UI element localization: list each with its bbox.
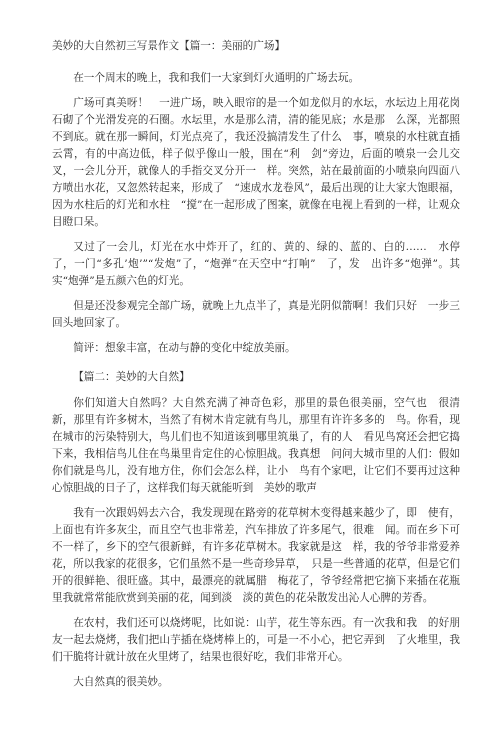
section-heading: 【篇二：美妙的大自然】 xyxy=(73,371,190,383)
paragraph: 在一个周末的晚上，我和我们一大家到灯火通明的广场去玩。 xyxy=(73,72,360,84)
paragraph: 我有一次跟妈妈去六合，我发现现在路旁的花草树木变得越来越少了，即 使有，上面也有许多灰尘，而且空气也非常差，汽车排放了许多尾气，很难 闻。而在乡下可不一样了，乡下的空气很新鲜，有许多花草树木。我家就是这 样，我的爷爷非常爱养花，所以我家的花很多，它们虽然不是一些奇珍异草， 只是一些普通的花草，但是它们开的很鲜艳、很旺盛。其中，最漂亮的就属腊 梅花了，爷爷经常把它摘下来插在花瓶里我就常常能欣赏到美丽的花，闻到淡 淡的黄色的花朵散发出沁人心脾的芳香。 xyxy=(52,507,460,604)
closing-paragraph: 大自然真的很美妙。 xyxy=(73,676,169,688)
paragraph: 广场可真美呀！ 一进广场，映入眼帘的是一个如龙似月的水坛，水坛边上用花岗石砌了个光滑发亮的石圈。水坛里，水是那么清，清的能见底；水是那 么深，光都照不到底。就在那一瞬间，灯光点亮了，我还没搞清发生了什么 事，喷泉的水柱就直插云霄，有的中高边低，样子似乎像山一般，围在“利 剑”旁边，后面的喷泉一会儿交叉，一会儿分开，就像人的手指交叉分开一 样。突然，站在最前面的小喷泉向四面八方喷出水花，又忽然转起来，形成了 “速成水龙卷风”，最后出现的让大家大饱眼福，因为水柱后的灯光和水柱 “搅”在一起形成了图案，就像在电视上看到的一样，让观众目瞪口呆。 xyxy=(52,97,460,228)
paragraph: 在农村，我们还可以烧烤呢，比如说：山芋，花生等东西。有一次我和我 的好朋友一起去烧烤，我们把山芋插在烧烤棒上的，可是一不小心，把它弄到 了火堆里，我们干脆将计就计放在火里烤了，结果也很好吃，我们非常开心。 xyxy=(52,617,460,663)
paragraph: 但是还没参观完全部广场，就晚上九点半了，真是光阴似箭啊！我们只好 一步三回头地回家了。 xyxy=(52,300,460,329)
document-title: 美妙的大自然初三写景作文【篇一：美丽的广场】 xyxy=(52,40,286,52)
review-comment: 简评：想象丰富，在动与静的变化中绽放美丽。 xyxy=(73,342,296,354)
paragraph: 你们知道大自然吗？大自然充满了神奇色彩，那里的景色很美丽，空气也 很清新，那里有许多树木，当然了有树木肯定就有鸟儿，那里有许许多多的 鸟。你看，现在城市的污染特别大，鸟儿们也不知道该到哪里筑巢了，有的人 看见鸟窝还会把它捣下来，我相信鸟儿住在鸟巢里肯定住的心惊胆战。我真想 问问大城市里的人们：假如你们就是鸟儿，没有地方住，你们会怎么样，让小 鸟有个家吧，让它们不要再过这种心惊胆战的日子了，这样我们每天就能听到 美妙的歌声 xyxy=(52,397,460,494)
paragraph: 又过了一会儿，灯光在水中炸开了，红的、黄的、绿的、蓝的、白的…… 水停了，一门“多孔’炮’”“发炮”了，“炮弹”在天空中“打响” 了，发 出许多“炮弹”。其实“炮弹”是五颜六色的灯光。 xyxy=(52,241,460,287)
